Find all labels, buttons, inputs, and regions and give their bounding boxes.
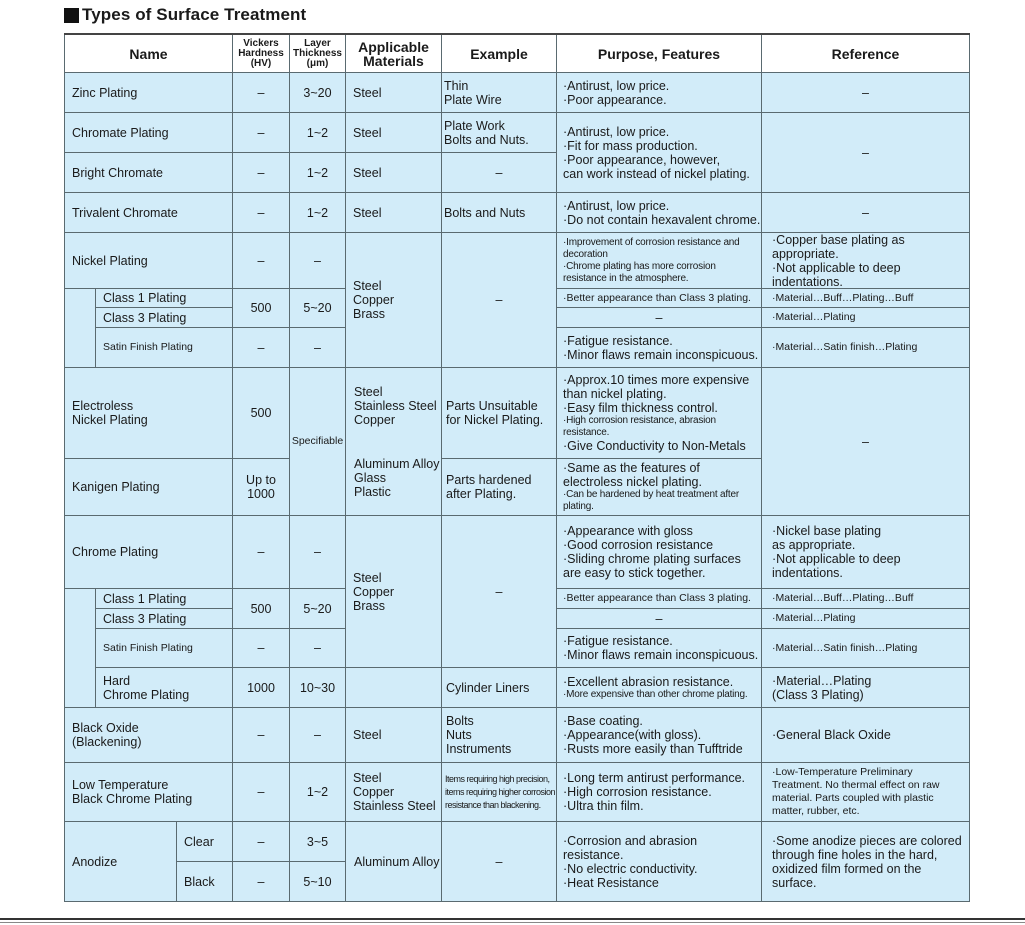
page-title: Types of Surface Treatment [82,5,307,24]
chrome-satin-name: Satin Finish Plating [96,629,233,668]
bright-chromate-example: – [442,153,557,193]
hard-chrome-thickness: 10~30 [290,668,346,708]
electroless-materials [346,368,442,516]
electroless-example: Parts Unsuitable for Nickel Plating. [442,368,557,459]
chromate-thickness: 1~2 [290,113,346,153]
nickel-satin-reference: ·Material…Satin finish…Plating [762,328,970,368]
bright-chromate-name: Bright Chromate [64,153,233,193]
nickel-example: – [442,233,557,368]
anodize-example: – [442,822,557,902]
electroless-purpose [557,368,762,459]
hard-chrome-name: Hard Chrome Plating [96,668,233,708]
bright-chromate-materials: Steel [346,153,442,193]
chrome-materials: Steel Copper Brass [346,516,442,668]
electroless-reference: – [762,368,970,516]
low-temp-materials: Steel Copper Stainless Steel [346,763,442,822]
nickel-class3-purpose: – [557,308,762,328]
low-temp-thickness: 1~2 [290,763,346,822]
zinc-thickness: 3~20 [290,73,346,113]
nickel-purpose-line1: ·Improvement of corrosion resistance and decoration ·Chrome plating has more corrosion resistance in the atmosphere. [563,236,740,284]
chromate-hv: – [233,113,290,153]
nickel-class-thickness: 5~20 [290,289,346,328]
anodize-purpose: ·Corrosion and abrasion resistance. ·No electric conductivity. ·Heat Resistance [557,822,762,902]
chrome-satin-purpose: ·Fatigue resistance. ·Minor flaws remain inconspicuous. [557,629,762,668]
chromate-materials: Steel [346,113,442,153]
chrome-class3-reference: ·Material…Plating [762,609,970,629]
nickel-name: Nickel Plating [64,233,233,289]
electroless-hv: 500 [233,368,290,459]
anodize-black-hv: – [233,862,290,902]
chrome-reference: ·Nickel base plating as appropriate. ·Not applicable to deep indentations. [762,516,970,589]
anodize-black-thickness: 5~10 [290,862,346,902]
nickel-satin-purpose: ·Fatigue resistance. ·Minor flaws remain inconspicuous. [557,328,762,368]
specifiable-thickness: Specifiable [290,368,346,516]
electroless-purpose-b: ·High corrosion resistance, abrasion resistance. [563,415,716,438]
hard-chrome-example: Cylinder Liners [442,668,557,708]
chrome-class1-purpose: ·Better appearance than Class 3 plating. [557,589,762,609]
low-temp-example: Items requiring high precision, items requiring higher corrosion resistance than blackening. [442,763,557,822]
nickel-class1-purpose: ·Better appearance than Class 3 plating. [557,289,762,308]
chrome-class3-name: Class 3 Plating [96,609,233,629]
chrome-class1-name: Class 1 Plating [96,589,233,609]
chrome-satin-thickness: – [290,629,346,668]
title-block [64,4,306,26]
trivalent-materials: Steel [346,193,442,233]
nickel-satin-name: Satin Finish Plating [96,328,233,368]
trivalent-reference: – [762,193,970,233]
chromate-name: Chromate Plating [64,113,233,153]
nickel-class1-name: Class 1 Plating [96,289,233,308]
nickel-class1-reference: ·Material…Buff…Plating…Buff [762,289,970,308]
anodize-black: Black [177,862,233,902]
kanigen-materials: Aluminum Alloy Glass Plastic [354,456,440,499]
nickel-materials: Steel Copper Brass [346,233,442,368]
chrome-satin-reference: ·Material…Satin finish…Plating [762,629,970,668]
anodize-materials: Aluminum Alloy [346,822,442,902]
black-oxide-reference: ·General Black Oxide [762,708,970,763]
zinc-materials: Steel [346,73,442,113]
black-oxide-example: Bolts Nuts Instruments [442,708,557,763]
header-hardness: Vickers Hardness (HV) [233,35,290,73]
zinc-name: Zinc Plating [64,73,233,113]
nickel-class-hv: 500 [233,289,290,328]
page-bottom-rule-thin [0,922,1025,923]
trivalent-hv: – [233,193,290,233]
chrome-satin-hv: – [233,629,290,668]
chrome-thickness: – [290,516,346,589]
black-oxide-hv: – [233,708,290,763]
header-materials: Applicable Materials [346,35,442,73]
chrome-class1-reference: ·Material…Buff…Plating…Buff [762,589,970,609]
zinc-reference: – [762,73,970,113]
zinc-hv: – [233,73,290,113]
nickel-class3-name: Class 3 Plating [96,308,233,328]
black-oxide-purpose: ·Base coating. ·Appearance(with gloss). ·Rusts more easily than Tufftride [557,708,762,763]
electroless-purpose-c: ·Give Conductivity to Non-Metals [563,439,746,453]
page-bottom-rule [0,918,1025,920]
zinc-example: Thin Plate Wire [442,73,557,113]
trivalent-thickness: 1~2 [290,193,346,233]
anodize-name: Anodize [64,822,177,902]
header-reference: Reference [762,35,970,73]
chrome-purpose: ·Appearance with gloss ·Good corrosion resistance ·Sliding chrome plating surfaces are easy to stick together. [557,516,762,589]
anodize-clear: Clear [177,822,233,862]
trivalent-purpose: ·Antirust, low price. ·Do not contain hexavalent chrome. [557,193,762,233]
nickel-purpose [557,233,762,289]
kanigen-hv: Up to 1000 [233,459,290,516]
bright-chromate-thickness: 1~2 [290,153,346,193]
kanigen-purpose [557,459,762,516]
hard-chrome-purpose [557,668,762,708]
hard-chrome-reference: ·Material…Plating (Class 3 Plating) [762,668,970,708]
hard-chrome-materials [346,668,442,708]
chrome-class-thickness: 5~20 [290,589,346,629]
black-oxide-materials: Steel [346,708,442,763]
chrome-name: Chrome Plating [64,516,233,589]
header-name: Name [64,35,233,73]
kanigen-example: Parts hardened after Plating. [442,459,557,516]
bright-chromate-hv: – [233,153,290,193]
hard-chrome-purpose-a: ·Excellent abrasion resistance. [563,674,734,689]
black-oxide-name: Black Oxide (Blackening) [64,708,233,763]
electroless-materials-a: Steel Stainless Steel Copper [354,384,437,427]
low-temp-reference: ·Low-Temperature Preliminary Treatment. No thermal effect on raw material. Parts coupled with plastic matter, rubber, etc. [762,763,970,822]
header-thickness: Layer Thickness (μm) [290,35,346,73]
anodize-clear-hv: – [233,822,290,862]
chrome-example: – [442,516,557,668]
nickel-class3-reference: ·Material…Plating [762,308,970,328]
nickel-indent [64,289,96,368]
kanigen-purpose-b: ·Can be hardened by heat treatment after plating. [563,489,740,512]
nickel-hv: – [233,233,290,289]
header-example: Example [442,35,557,73]
black-oxide-thickness: – [290,708,346,763]
title-square-icon [64,8,79,23]
chrome-class3-purpose: – [557,609,762,629]
chromate-purpose: ·Antirust, low price. ·Fit for mass production. ·Poor appearance, however, can work instead of nickel plating. [557,113,762,193]
hard-chrome-purpose-b: ·More expensive than other chrome plating. [563,688,748,700]
anodize-reference: ·Some anodize pieces are colored through fine holes in the hard, oxidized film formed on the surface. [762,822,970,902]
nickel-satin-hv: – [233,328,290,368]
electroless-name: Electroless Nickel Plating [64,368,233,459]
low-temp-purpose: ·Long term antirust performance. ·High corrosion resistance. ·Ultra thin film. [557,763,762,822]
zinc-purpose: ·Antirust, low price. ·Poor appearance. [557,73,762,113]
low-temp-hv: – [233,763,290,822]
chromate-reference: – [762,113,970,193]
nickel-satin-thickness: – [290,328,346,368]
chrome-indent [64,589,96,708]
header-purpose: Purpose, Features [557,35,762,73]
chrome-hv: – [233,516,290,589]
nickel-thickness: – [290,233,346,289]
electroless-purpose-a: ·Approx.10 times more expensive than nickel plating. ·Easy film thickness control. [563,373,750,415]
trivalent-name: Trivalent Chromate [64,193,233,233]
chrome-class-hv: 500 [233,589,290,629]
nickel-reference: ·Copper base plating as appropriate. ·Not applicable to deep indentations. [762,233,970,289]
hard-chrome-hv: 1000 [233,668,290,708]
kanigen-purpose-a: ·Same as the features of electroless nickel plating. [563,461,702,489]
trivalent-example: Bolts and Nuts [442,193,557,233]
kanigen-name: Kanigen Plating [64,459,233,516]
chromate-example: Plate Work Bolts and Nuts. [442,113,557,153]
anodize-clear-thickness: 3~5 [290,822,346,862]
low-temp-name: Low Temperature Black Chrome Plating [64,763,233,822]
